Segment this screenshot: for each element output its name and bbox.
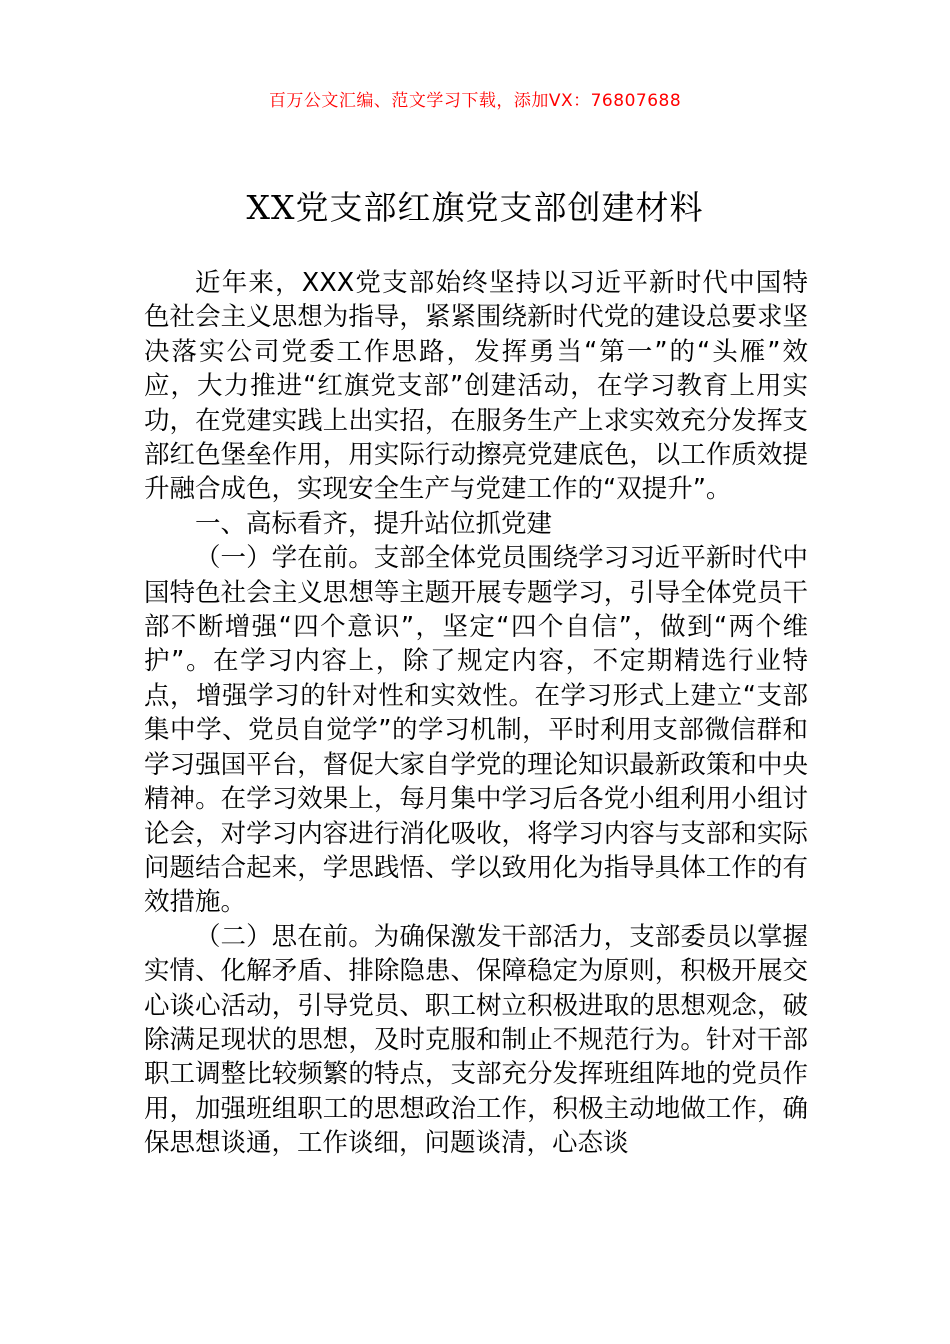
subsection-paragraph-2: （二）思在前。为确保激发干部活力，支部委员以掌握实情、化解矛盾、排除隐患、保障稳定为原则，积极开展交心谈心活动，引导党员、职工树立积极进取的思想观念，破除满足现状的思想，及时克服和制止不规范行为。针对干部职工调整比较频繁的特点，支部充分发挥班组阵地的党员作用，加强班组职工的思想政治工作，积极主动地做工作，确保思想谈通，工作谈细，问题谈清，心态谈 xyxy=(144,921,808,1159)
section-heading-1: 一、高标看齐，提升站位抓党建 xyxy=(195,508,553,539)
document-title: XX党支部红旗党支部创建材料 xyxy=(246,188,704,227)
subsection-paragraph-1: （一）学在前。支部全体党员围绕学习习近平新时代中国特色社会主义思想等主题开展专题学习，引导全体党员干部不断增强“四个意识”，坚定“四个自信”，做到“两个维护”。在学习内容上，除了规定内容，不定期精选行业特点，增强学习的针对性和实效性。在学习形式上建立“支部集中学、党员自觉学”的学习机制，平时利用支部微信群和学习强国平台，督促大家自学党的理论知识最新政策和中央精神。在学习效果上，每月集中学习后各党小组利用小组讨论会，对学习内容进行消化吸收，将学习内容与支部和实际问题结合起来，学思践悟、学以致用化为指导具体工作的有效措施。 xyxy=(144,543,808,918)
header-watermark-note: 百万公文汇编、范文学习下载，添加VX：76807688 xyxy=(268,91,682,111)
document-body xyxy=(144,266,808,1161)
intro-paragraph: 近年来，XXX党支部始终坚持以习近平新时代中国特色社会主义思想为指导，紧紧围绕新时代党的建设总要求坚决落实公司党委工作思路，发挥勇当“第一”的“头雁”效应，大力推进“红旗党支部”创建活动，在学习教育上用实功，在党建实践上出实招，在服务生产上求实效充分发挥支部红色堡垒作用，用实际行动擦亮党建底色，以工作质效提升融合成色，实现安全生产与党建工作的“双提升”。 xyxy=(144,268,808,505)
